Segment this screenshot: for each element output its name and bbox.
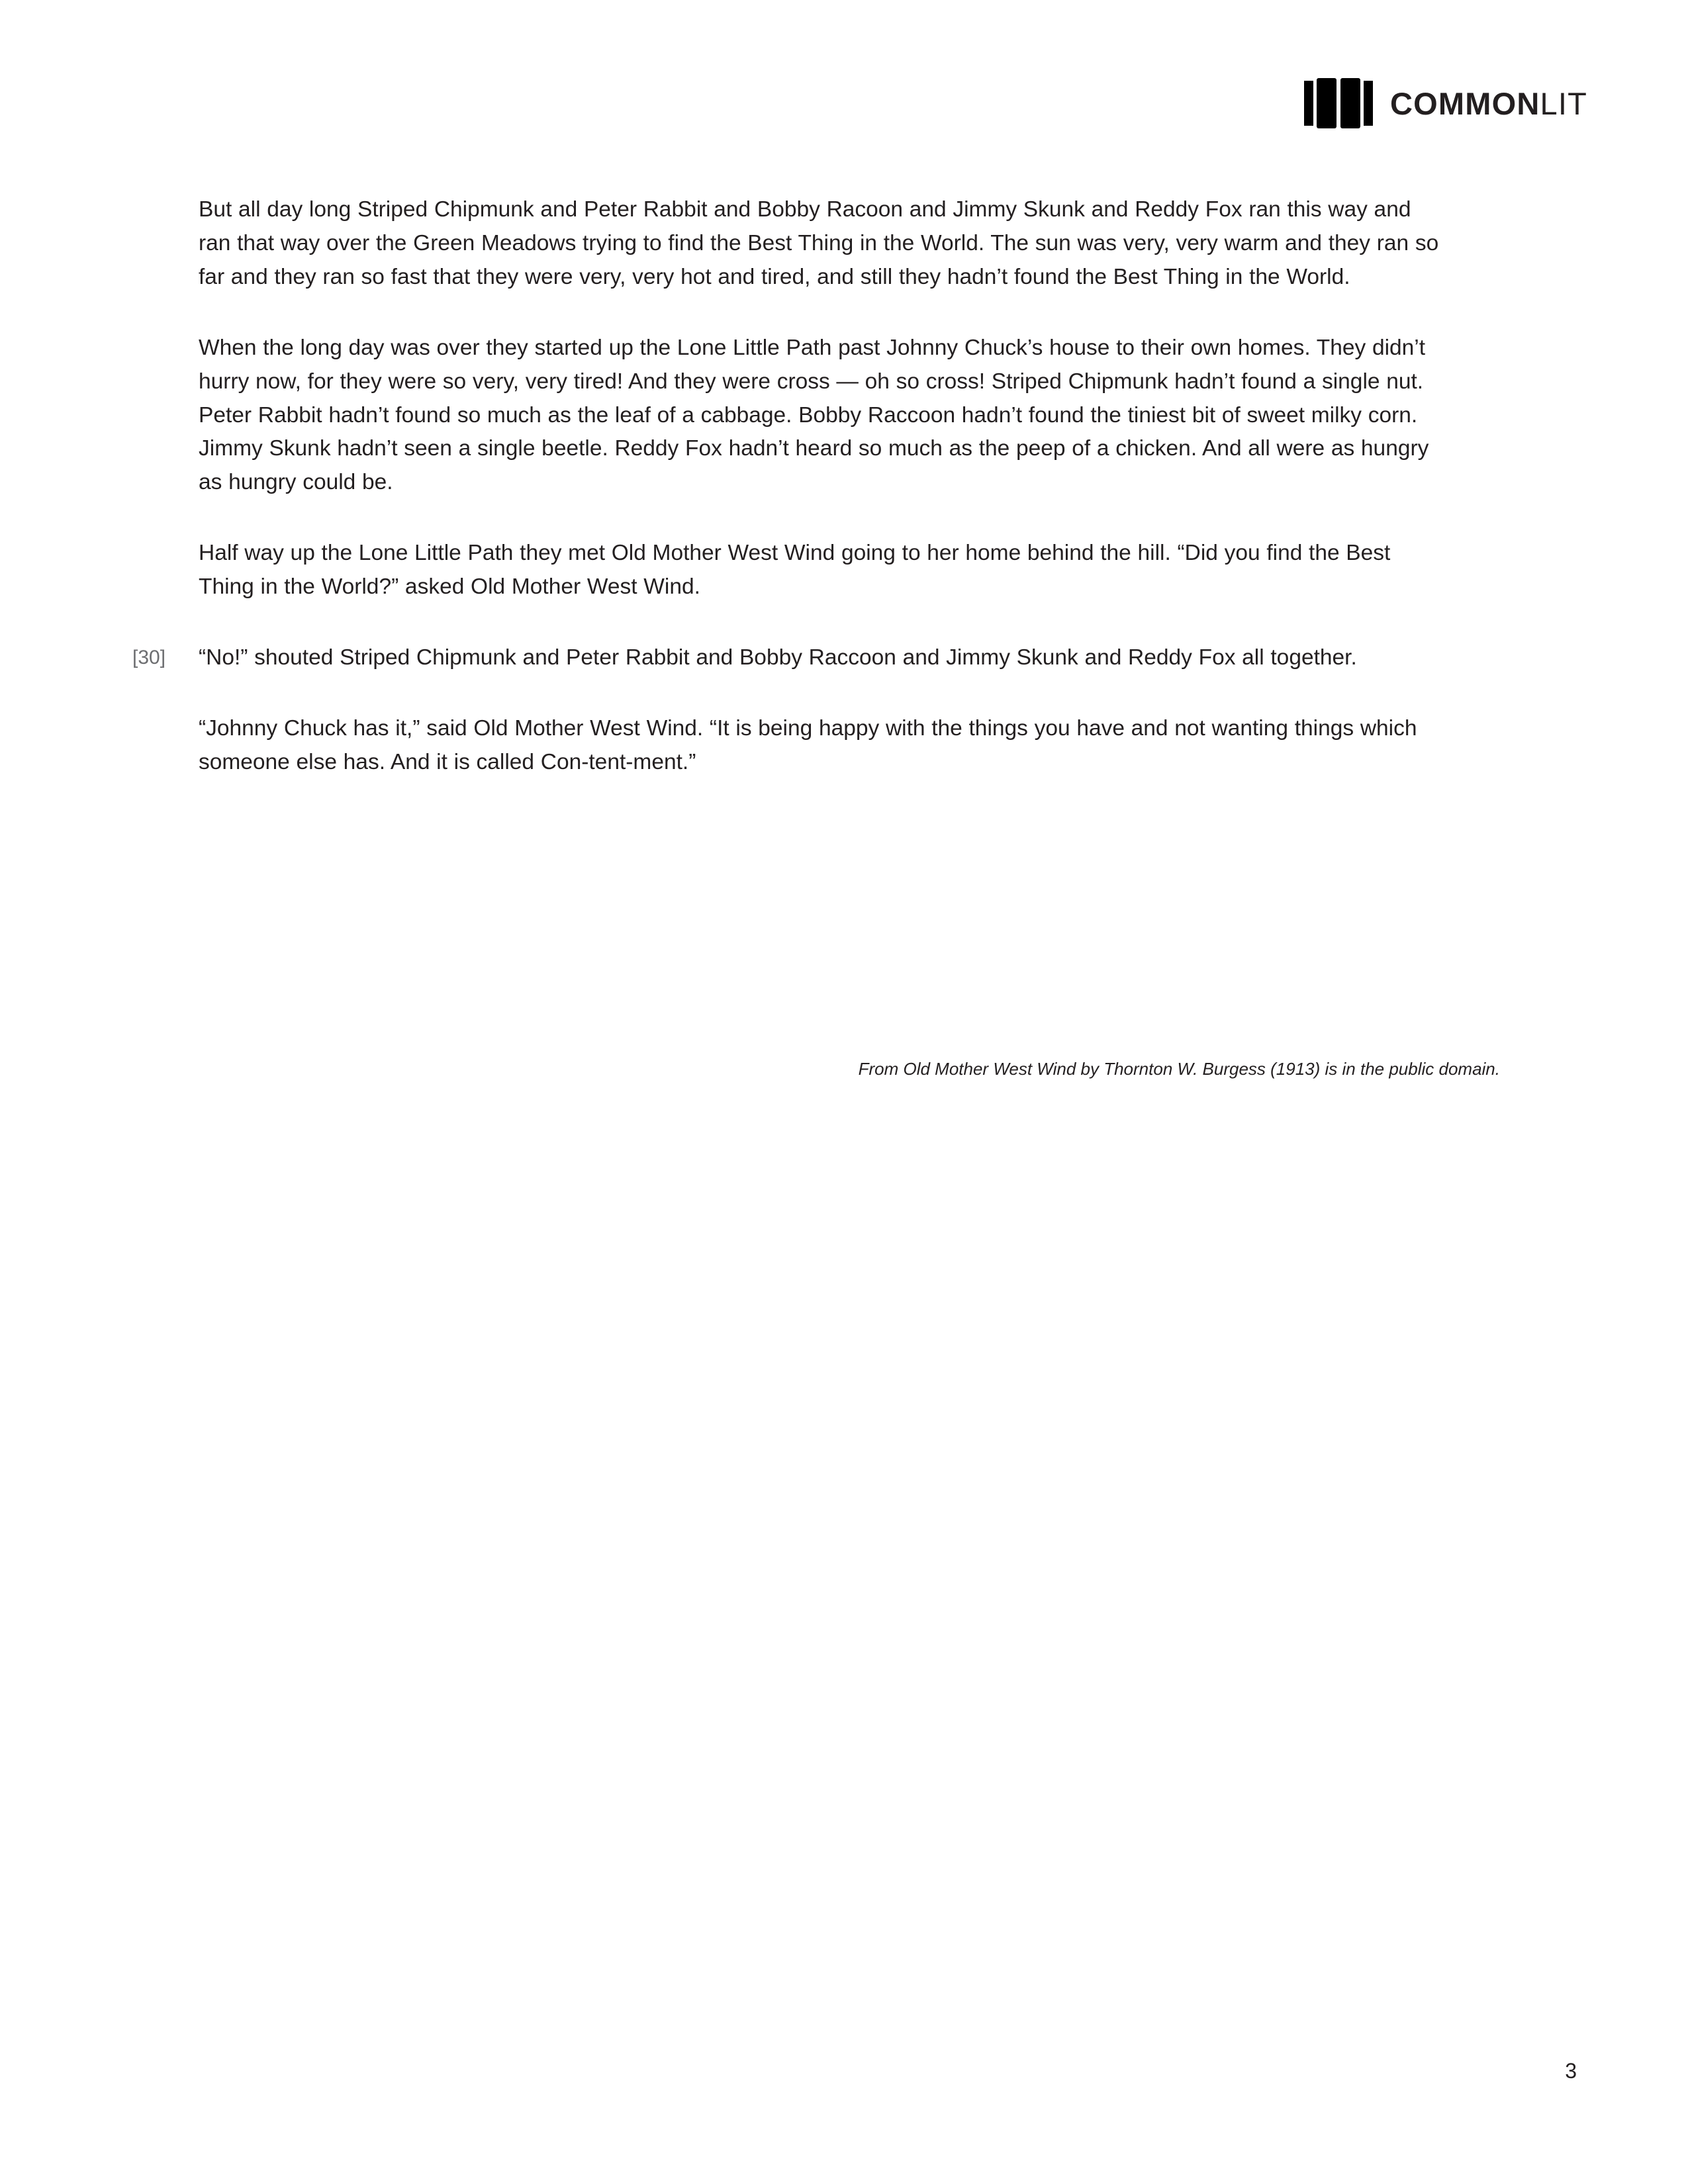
brand-header	[1304, 78, 1587, 128]
open-book-icon	[1304, 78, 1373, 128]
paragraph-text: Half way up the Lone Little Path they met Old Mother West Wind going to her home behind the hill. “Did you find the Best Thing in the World?” asked Old Mother West Wind.	[199, 541, 1391, 600]
brand-wordmark-light: LIT	[1540, 85, 1587, 121]
passage-body	[132, 193, 1443, 780]
brand-wordmark	[1389, 85, 1587, 121]
page-number: 3	[1565, 2059, 1577, 2083]
paragraph-number: [30]	[132, 647, 166, 669]
paragraph-text: “Johnny Chuck has it,” said Old Mother West Wind. “It is being happy with the things you have and not wanting things which someone else has. And it is called Con-tent-ment.”	[199, 715, 1417, 774]
source-attribution: From Old Mother West Wind by Thornton W. Burgess (1913) is in the public domain.	[858, 1059, 1500, 1079]
paragraph-block	[199, 332, 1443, 500]
paragraph-block	[199, 712, 1443, 780]
paragraph-text: When the long day was over they started up the Lone Little Path past Johnny Chuck’s house to their own homes. They didn’t hurry now, for they were so very, very tired! And they were cross — oh so cross! Striped Chipmunk hadn’t found a single nut. Peter Rabbit hadn’t found so much as the leaf of a cabbage. Bobby Raccoon hadn’t found the tiniest bit of sweet milky corn. Jimmy Skunk hadn’t seen a single beetle. Reddy Fox hadn’t heard so much as the peep of a chicken. And all were as hungry as hungry could be.	[199, 335, 1429, 495]
brand-wordmark-bold: COMMON	[1389, 85, 1540, 121]
paragraph-block	[199, 193, 1443, 295]
paragraph-text: But all day long Striped Chipmunk and Peter Rabbit and Bobby Racoon and Jimmy Skunk and Reddy Fox ran this way and ran that way over the Green Meadows trying to find the Best Thing in the World. The sun was very, very warm and they ran so far and they ran so fast that they were very, very hot and tired, and still they hadn’t found the Best Thing in the World.	[199, 197, 1439, 289]
paragraph-block-30	[132, 641, 1443, 675]
paragraph-text: “No!” shouted Striped Chipmunk and Peter Rabbit and Bobby Raccoon and Jimmy Skunk and Reddy Fox all together.	[199, 645, 1357, 670]
paragraph-block	[199, 537, 1443, 604]
